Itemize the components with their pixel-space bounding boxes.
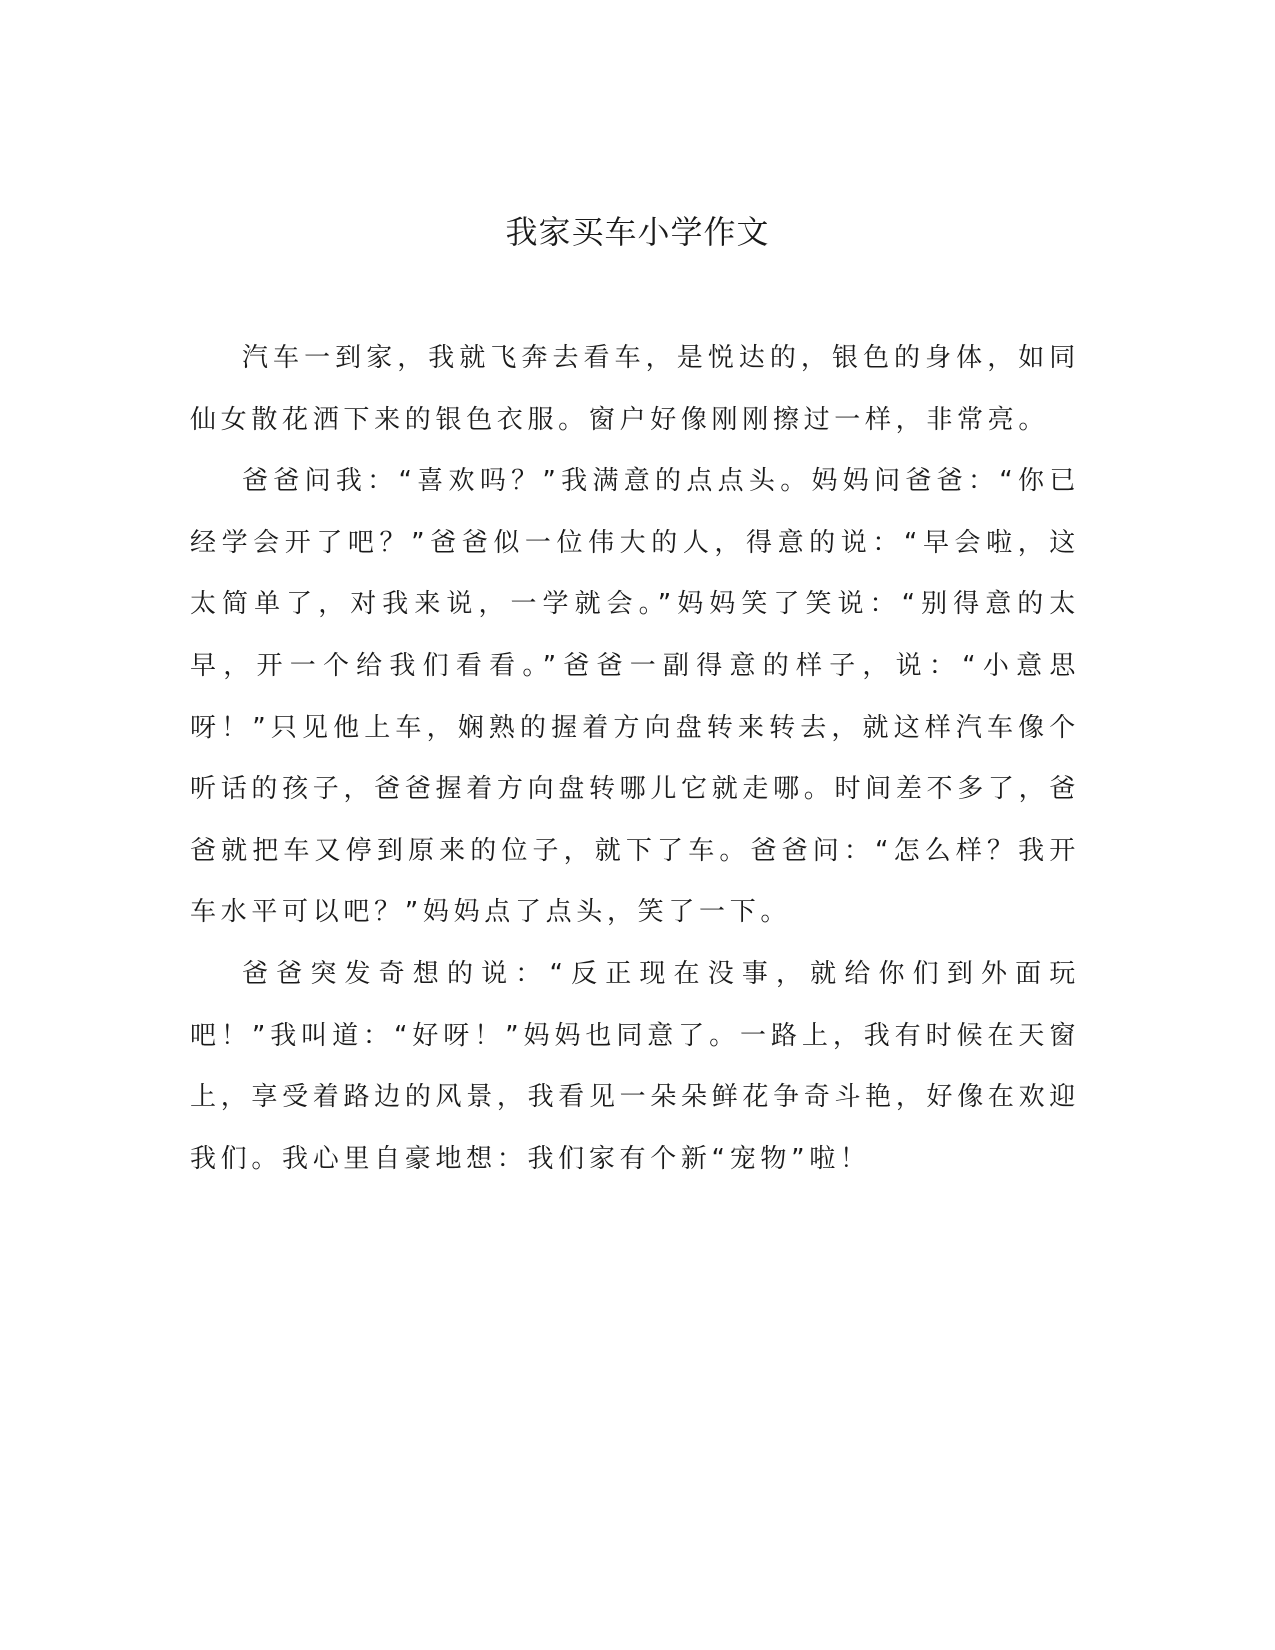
- paragraph-2: 爸爸问我：“喜欢吗？”我满意的点点头。妈妈问爸爸：“你已经学会开了吧？”爸爸似一位伟大的人，得意的说：“早会啦，这太简单了，对我来说，一学就会。”妈妈笑了笑说：“别得意的太早，开一个给我们看看。”爸爸一副得意的样子，说：“小意思呀！”只见他上车，娴熟的握着方向盘转来转去，就这样汽车像个听话的孩子，爸爸握着方向盘转哪儿它就走哪。时间差不多了，爸爸就把车又停到原来的位子，就下了车。爸爸问：“怎么样？我开车水平可以吧？”妈妈点了点头，笑了一下。: [190, 466, 1080, 928]
- document-title: 我家买车小学作文: [505, 213, 770, 251]
- essay-body: [190, 328, 1080, 1190]
- paragraph-3: 爸爸突发奇想的说：“反正现在没事，就给你们到外面玩吧！”我叫道：“好呀！”妈妈也同意了。一路上，我有时候在天窗上，享受着路边的风景，我看见一朵朵鲜花争奇斗艳，好像在欢迎我们。我心里自豪地想：我们家有个新“宠物”啦！: [190, 958, 1080, 1174]
- paragraph-1: 汽车一到家，我就飞奔去看车，是悦达的，银色的身体，如同仙女散花洒下来的银色衣服。窗户好像刚刚擦过一样，非常亮。: [190, 343, 1080, 435]
